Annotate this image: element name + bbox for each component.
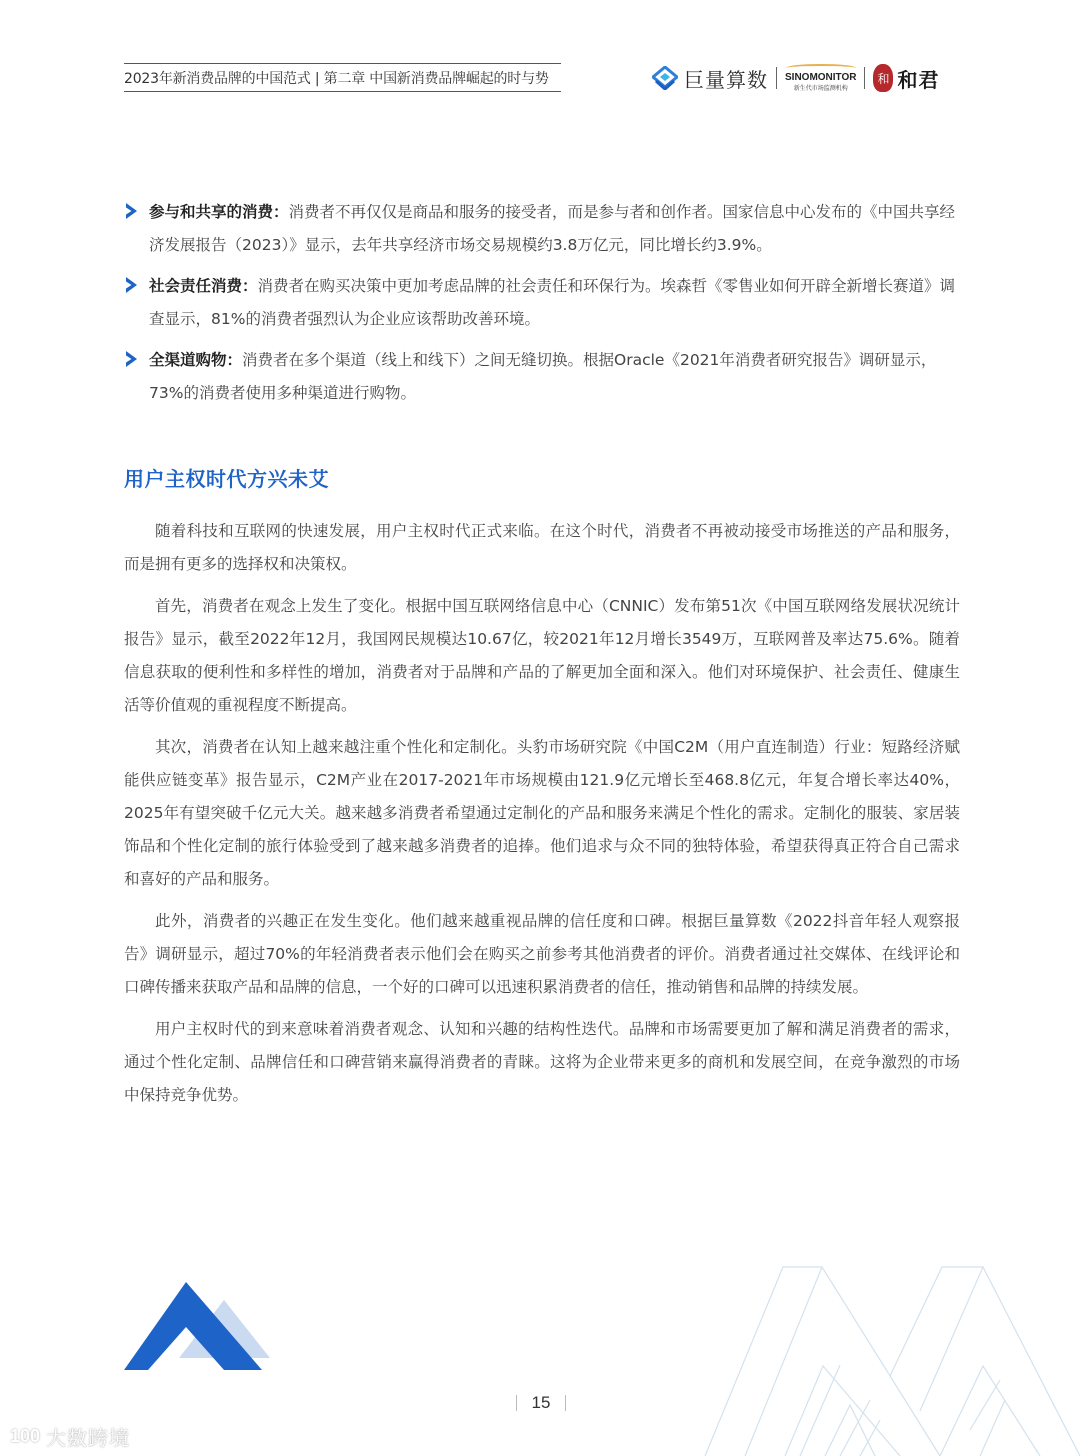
paragraph: 此外，消费者的兴趣正在发生变化。他们越来越重视品牌的信任度和口碑。根据巨量算数《2022抖音年轻人观察报告》调研显示，超过70%的年轻消费者表示他们会在购买之前参考其他消费者的评价。消费者通过社交媒体、在线评论和口碑传播来获取产品和品牌的信息，一个好的口碑可以迅速积累消费者的信任，推动销售和品牌的持续发展。 <box>124 912 960 996</box>
juliang-logo-text: 巨量算数 <box>684 67 768 92</box>
list-item <box>124 270 964 336</box>
paragraph: 其次，消费者在认知上越来越注重个性化和定制化。头豹市场研究院《中国C2M（用户直连制造）行业：短路经济赋能供应链变革》报告显示，C2M产业在2017-2021年市场规模由121.9亿元增长至468.8亿元，年复合增长率达40%，2025年有望突破千亿元大关。越来越多消费者希望通过定制化的产品和服务来满足个性化的需求。定制化的服装、家居装饰品和个性化定制的旅行体验受到了越来越多消费者的追捧。他们追求与众不同的独特体验，希望获得真正符合自己需求和喜好的产品和服务。 <box>124 738 960 888</box>
hejun-logo-text: 和君 <box>897 67 940 92</box>
hejun-seal-icon: 和 <box>873 64 893 92</box>
chevron-right-icon <box>124 276 138 294</box>
bullet-label: 全渠道购物： <box>149 351 243 369</box>
sinomonitor-arc-icon <box>786 64 856 72</box>
bullet-body: 消费者不再仅仅是商品和服务的接受者，而是参与者和创作者。国家信息中心发布的《中国共享经济发展报告（2023）》显示，去年共享经济市场交易规模约3.8万亿元，同比增长约3.9%。 <box>149 203 956 254</box>
watermark-text: 大数跨境 <box>46 1426 131 1450</box>
list-item <box>124 344 964 410</box>
bullet-body: 消费者在多个渠道（线上和线下）之间无缝切换。根据Oracle《2021年消费者研究报告》调研显示，73%的消费者使用多种渠道进行购物。 <box>149 351 937 402</box>
bullet-label: 社会责任消费： <box>149 277 258 295</box>
chevron-right-icon <box>124 350 138 368</box>
page-number-bar-left <box>516 1395 517 1411</box>
bullet-label: 参与和共享的消费： <box>149 203 289 221</box>
logo-divider <box>864 67 865 89</box>
paragraph: 首先，消费者在观念上发生了变化。根据中国互联网络信息中心（CNNIC）发布第51次《中国互联网络发展状况统计报告》显示，截至2022年12月，我国网民规模达10.67亿，较2021年12月增长3549万，互联网普及率达75.6%。随着信息获取的便利性和多样性的增加，消费者对于品牌和产品的了解更加全面和深入。他们对环境保护、社会责任、健康生活等价值观的重视程度不断提高。 <box>124 597 960 714</box>
sinomonitor-name: SINOMONITOR <box>785 72 857 83</box>
page-number-text: 15 <box>531 1393 551 1412</box>
section-title: 用户主权时代方兴未艾 <box>124 467 329 491</box>
partner-logos <box>652 60 939 96</box>
paragraph: 随着科技和互联网的快速发展，用户主权时代正式来临。在这个时代，消费者不再被动接受市场推送的产品和服务，而是拥有更多的选择权和决策权。 <box>124 522 960 573</box>
hejun-logo <box>873 64 939 93</box>
sinomonitor-subtitle: 新生代市场监测机构 <box>793 85 848 92</box>
logo-divider <box>776 67 777 89</box>
juliang-diamond-icon <box>652 66 678 90</box>
watermark-logo-icon: 100 <box>10 1426 41 1446</box>
page-number <box>516 1393 566 1413</box>
mountain-outline-pattern-icon <box>690 1240 1080 1456</box>
sinomonitor-logo <box>785 64 856 92</box>
section-body <box>124 515 960 1121</box>
chevron-right-icon <box>124 202 138 220</box>
list-item <box>124 196 964 262</box>
header-title: 2023年新消费品牌的中国范式 | 第二章 中国新消费品牌崛起的时与势 <box>124 70 549 87</box>
paragraph: 用户主权时代的到来意味着消费者观念、认知和兴趣的结构性迭代。品牌和市场需要更加了解和满足消费者的需求，通过个性化定制、品牌信任和口碑营销来赢得消费者的青睐。这将为企业带来更多的商机和发展空间，在竞争激烈的市场中保持竞争优势。 <box>124 1020 960 1104</box>
running-header <box>124 63 561 92</box>
juliang-logo <box>652 64 768 93</box>
page-number-bar-right <box>565 1395 566 1411</box>
bullet-body: 消费者在购买决策中更加考虑品牌的社会责任和环保行为。埃森哲《零售业如何开辟全新增长赛道》调查显示，81%的消费者强烈认为企业应该帮助改善环境。 <box>149 277 956 328</box>
consumption-trends-list <box>124 196 964 418</box>
mountain-logo-icon <box>124 1282 270 1370</box>
watermark <box>10 1422 130 1451</box>
